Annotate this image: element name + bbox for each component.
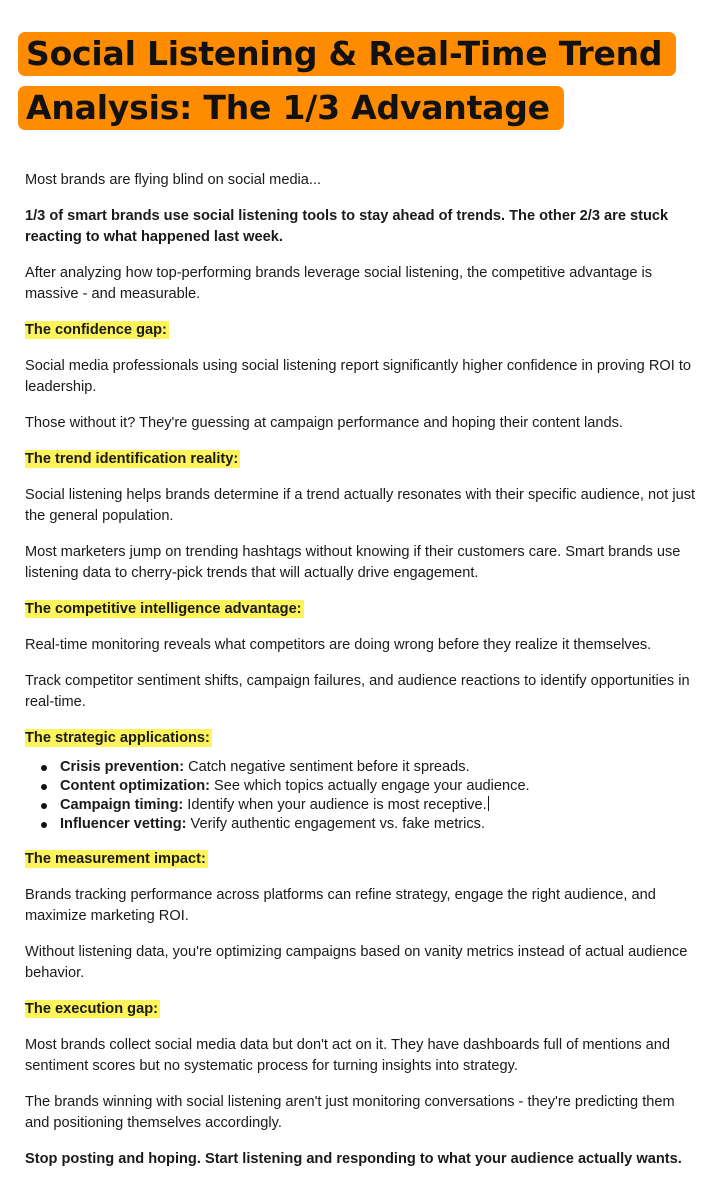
section-heading-competitive [25,599,701,620]
list-item [25,777,701,796]
list-item-text: Identify when your audience is most receptive. [183,797,487,813]
section-heading-strategic [25,728,701,749]
article-body[interactable] [25,170,701,1185]
intro-paragraph-3: After analyzing how top-performing brands leverage social listening, the competitive advantage is massive - and measurable. [25,265,653,302]
title-line-2: Analysis: The 1/3 Advantage [18,86,564,130]
heading-highlight: The execution gap: [25,1001,158,1017]
trend-paragraph-2: Most marketers jump on trending hashtags without knowing if their customers care. Smart brands use listening data to cherry-pick trends that will actually drive engagement. [25,544,681,581]
strategic-applications-list [25,758,701,834]
confidence-paragraph-1: Social media professionals using social listening report significantly higher confidence in proving ROI to leadership. [25,358,691,395]
heading-highlight: The measurement impact: [25,851,206,867]
confidence-paragraph-2: Those without it? They're guessing at campaign performance and hoping their content lands. [25,415,623,431]
text-cursor [488,796,489,811]
execution-paragraph-1: Most brands collect social media data but don't act on it. They have dashboards full of mentions and sentiment scores but no systematic process for turning insights into strategy. [25,1037,671,1074]
measurement-paragraph-2: Without listening data, you're optimizing campaigns based on vanity metrics instead of actual audience behavior. [25,944,688,981]
title-line-1: Social Listening & Real-Time Trend [18,32,676,76]
list-item [25,758,701,777]
competitive-paragraph-2: Track competitor sentiment shifts, campaign failures, and audience reactions to identify opportunities in real-time. [25,673,690,710]
bullet-icon [41,822,47,828]
list-item-label: Influencer vetting: [60,816,187,832]
list-item-label: Campaign timing: [60,797,184,813]
bullet-icon [41,765,47,771]
closing-statement: Stop posting and hoping. Start listening and responding to what your audience actually wants. [25,1151,682,1167]
intro-paragraph-1: Most brands are flying blind on social media... [25,172,322,188]
title-block [18,32,698,130]
trend-paragraph-1: Social listening helps brands determine if a trend actually resonates with their specific audience, not just the general population. [25,487,696,524]
list-item-text: Verify authentic engagement vs. fake metrics. [186,816,486,832]
section-heading-execution [25,999,701,1020]
heading-highlight: The competitive intelligence advantage: [25,601,302,617]
bullet-icon [41,784,47,790]
list-item [25,815,701,834]
list-item-text: Catch negative sentiment before it spreads. [184,759,470,775]
execution-paragraph-2: The brands winning with social listening aren't just monitoring conversations - they're predicting them and positioning themselves accordingly. [25,1094,675,1131]
heading-highlight: The strategic applications: [25,730,210,746]
section-heading-trend [25,449,701,470]
list-item [25,796,701,815]
list-item-label: Crisis prevention: [60,759,185,775]
intro-paragraph-2: 1/3 of smart brands use social listening tools to stay ahead of trends. The other 2/3 are stuck reacting to what happened last week. [25,208,669,245]
heading-highlight: The confidence gap: [25,322,167,338]
list-item-text: See which topics actually engage your audience. [209,778,530,794]
bullet-icon [41,803,47,809]
measurement-paragraph-1: Brands tracking performance across platforms can refine strategy, engage the right audience, and maximize marketing ROI. [25,887,656,924]
competitive-paragraph-1: Real-time monitoring reveals what competitors are doing wrong before they realize it themselves. [25,637,652,653]
list-item-label: Content optimization: [60,778,210,794]
heading-highlight: The trend identification reality: [25,451,239,467]
section-heading-measurement [25,849,701,870]
section-heading-confidence [25,320,701,341]
